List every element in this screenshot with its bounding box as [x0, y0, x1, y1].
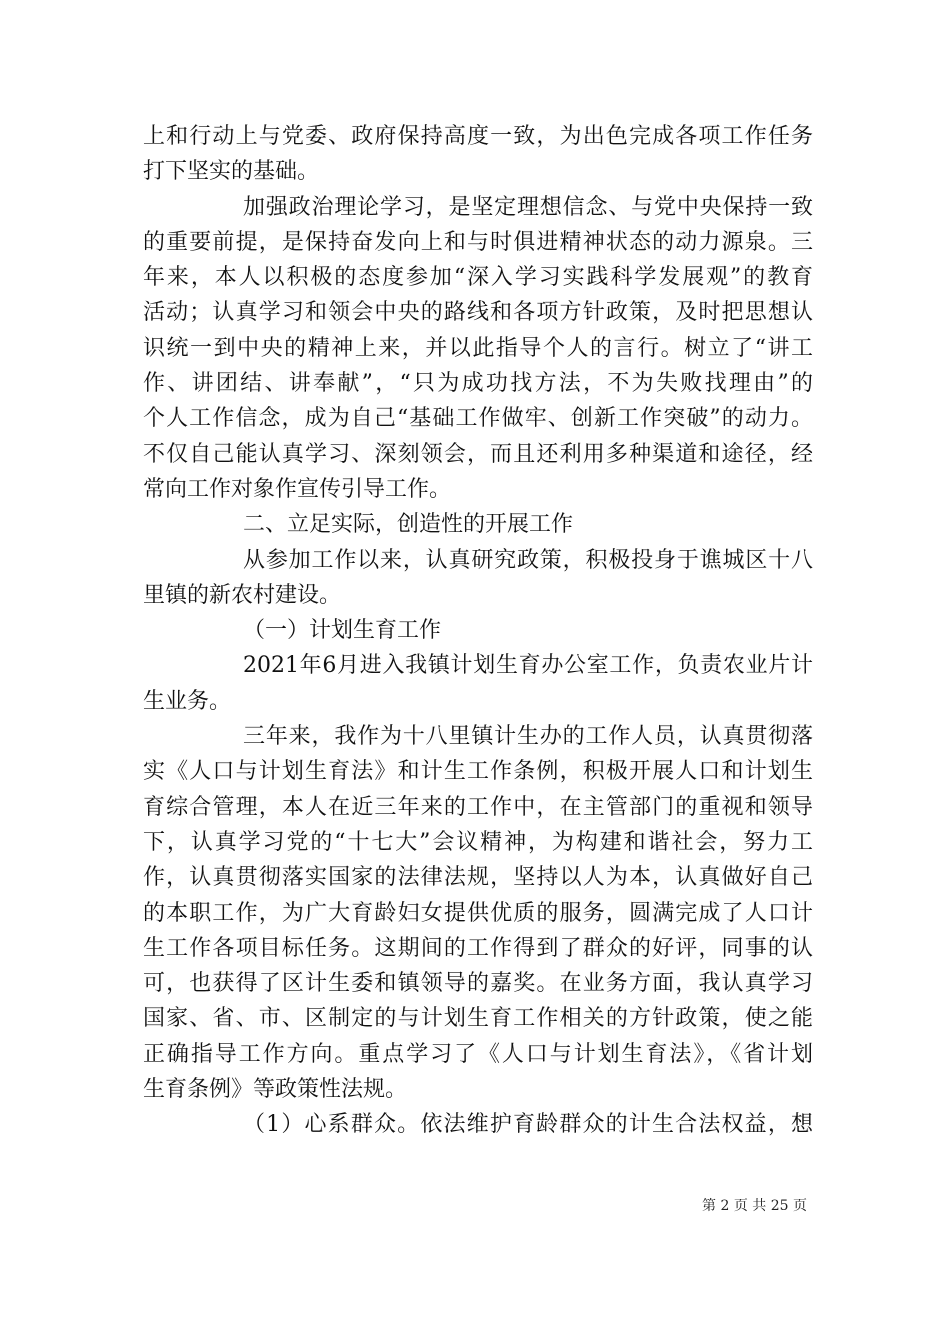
text-line: 实《人口与计划生育法》和计生工作条例，积极开展人口和计划生 — [143, 759, 813, 785]
text-line: 国家、省、市、区制定的与计划生育工作相关的方针政策，使之能 — [143, 1006, 813, 1032]
text-line: 个人工作信念，成为自己“基础工作做牢、创新工作突破”的动力。 — [143, 406, 813, 432]
text-line: 下，认真学习党的“十七大”会议精神，为构建和谐社会，努力工 — [143, 829, 813, 855]
text-line: 的重要前提，是保持奋发向上和与时俱进精神状态的动力源泉。三 — [143, 229, 813, 255]
text-line: 里镇的新农村建设。 — [143, 582, 342, 608]
text-line: 常向工作对象作宣传引导工作。 — [143, 476, 452, 502]
text-line: 二、立足实际，创造性的开展工作 — [243, 512, 574, 538]
text-line: 上和行动上与党委、政府保持高度一致，为出色完成各项工作任务 — [143, 124, 813, 149]
text-line: 年来，本人以积极的态度参加“深入学习实践科学发展观”的教育 — [143, 265, 813, 291]
text-line: 生育条例》等政策性法规。 — [143, 1077, 408, 1103]
text-line: 可，也获得了区计生委和镇领导的嘉奖。在业务方面，我认真学习 — [143, 971, 813, 997]
text-line: 正确指导工作方向。重点学习了《人口与计划生育法》，《省计划 — [143, 1041, 813, 1067]
text-line: 2021年6月进入我镇计划生育办公室工作，负责农业片计 — [243, 653, 813, 679]
text-line: 作、讲团结、讲奉献”，“只为成功找方法，不为失败找理由”的 — [143, 371, 813, 397]
text-line: 生工作各项目标任务。这期间的工作得到了群众的好评，同事的认 — [143, 935, 813, 961]
text-line: 加强政治理论学习，是坚定理想信念、与党中央保持一致 — [243, 194, 813, 220]
text-line: 的本职工作，为广大育龄妇女提供优质的服务，圆满完成了人口计 — [143, 900, 813, 926]
text-line: （一）计划生育工作 — [243, 618, 442, 644]
text-line: 不仅自己能认真学习、深刻领会，而且还利用多种渠道和途径，经 — [143, 441, 813, 467]
text-line: 活动；认真学习和领会中央的路线和各项方针政策，及时把思想认 — [143, 300, 813, 326]
page-number-footer: 第 2 页 共 25 页 — [702, 1198, 807, 1214]
text-line: 作，认真贯彻落实国家的法律法规，坚持以人为本，认真做好自己 — [143, 865, 813, 891]
body-text — [143, 119, 813, 1143]
text-line: 打下坚实的基础。 — [143, 159, 320, 185]
text-line: 育综合管理，本人在近三年来的工作中，在主管部门的重视和领导 — [143, 794, 813, 820]
text-line: 从参加工作以来，认真研究政策，积极投身于谯城区十八 — [243, 547, 813, 573]
text-line: 三年来，我作为十八里镇计生办的工作人员，认真贯彻落 — [243, 724, 813, 750]
text-line: （1）心系群众。依法维护育龄群众的计生合法权益，想 — [243, 1112, 813, 1138]
text-line: 识统一到中央的精神上来，并以此指导个人的言行。树立了“讲工 — [143, 335, 813, 361]
text-line: 生业务。 — [143, 688, 232, 714]
